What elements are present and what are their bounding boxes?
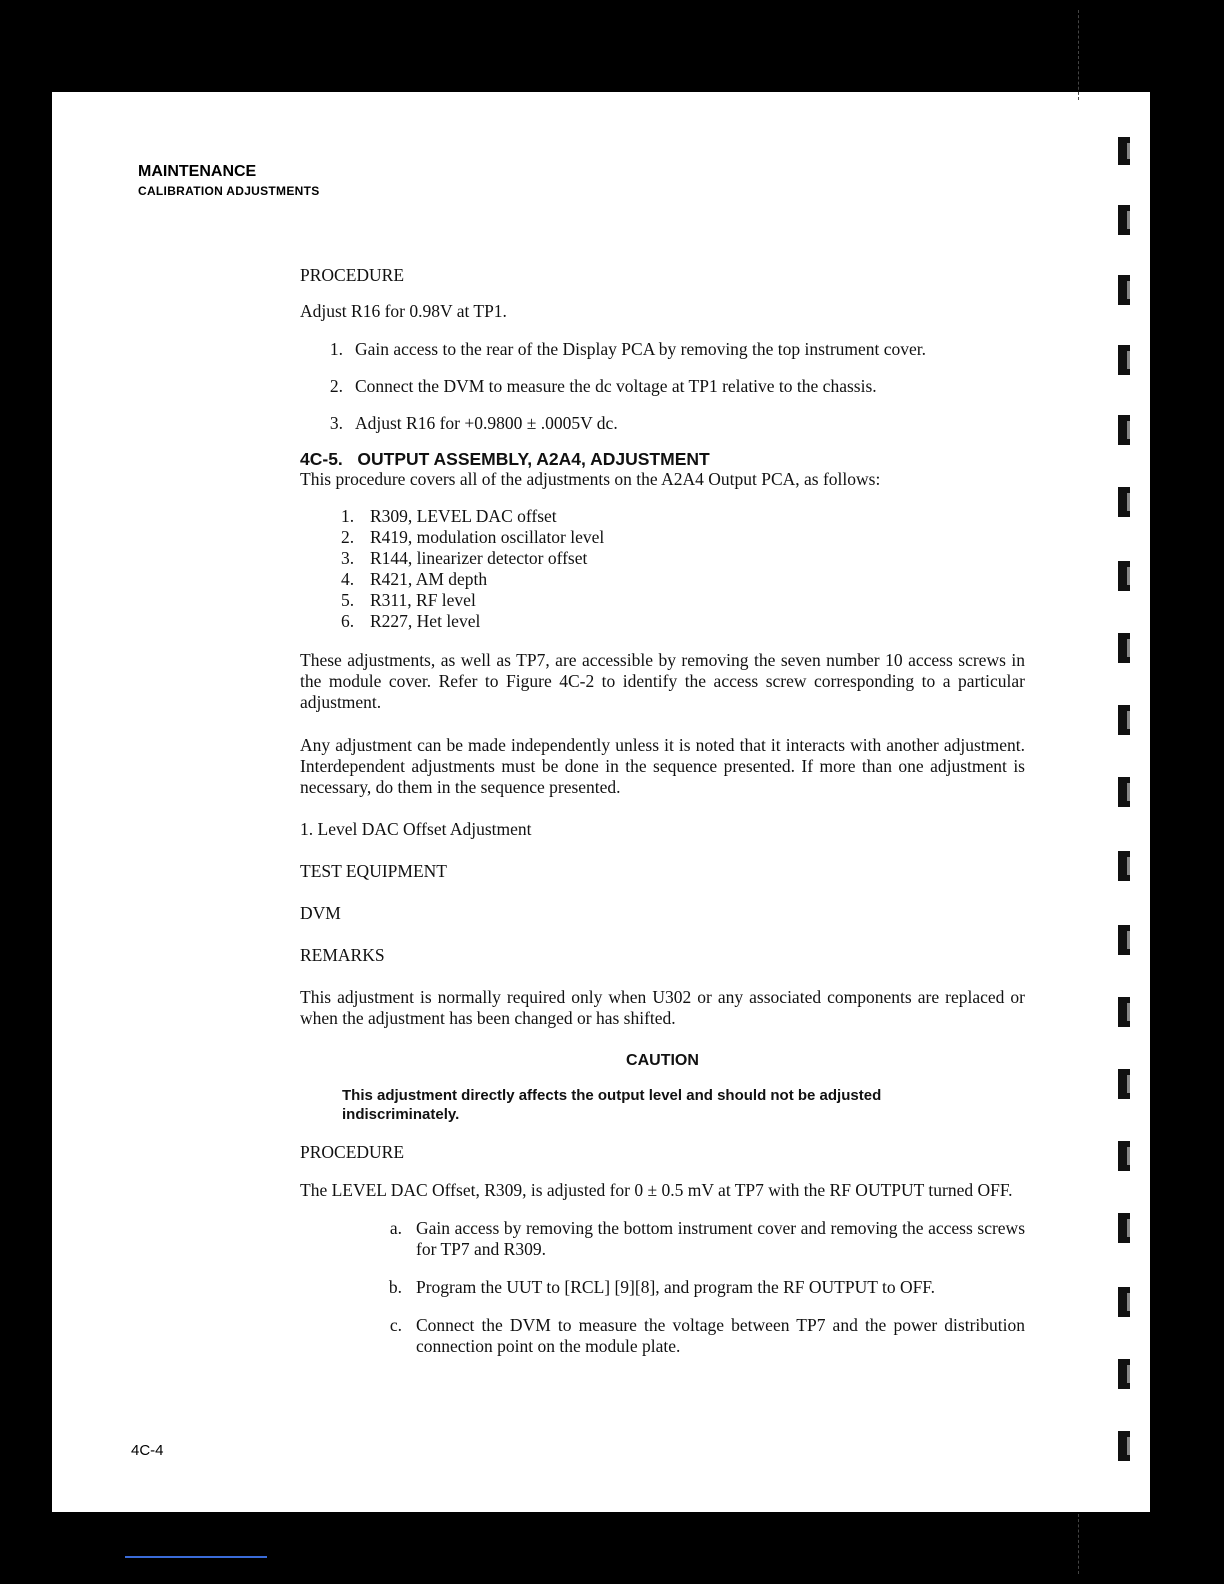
caution-text: This adjustment directly affects the output level and should not be adjusted indiscriminately. bbox=[342, 1087, 882, 1123]
index-tab bbox=[1118, 633, 1130, 663]
test-equipment: DVM bbox=[300, 903, 341, 923]
procedure-steps bbox=[362, 1218, 1025, 1357]
scan-artifact bbox=[1078, 1514, 1080, 1574]
adjustment-list bbox=[341, 506, 1025, 632]
adjust-intro: Adjust R16 for 0.98V at TP1. bbox=[300, 301, 507, 321]
procedure-intro: The LEVEL DAC Offset, R309, is adjusted for 0 ± 0.5 mV at TP7 with the RF OUTPUT turned OFF. bbox=[300, 1180, 1013, 1200]
independent-paragraph: Any adjustment can be made independently unless it is noted that it interacts with another adjustment. Interdependent adjustments must be done in the sequence presented. If more than one adjustment is necessary, do them in the sequence presented. bbox=[300, 735, 1025, 797]
running-header-title: MAINTENANCE bbox=[138, 163, 257, 180]
index-tab bbox=[1118, 705, 1130, 735]
index-tab bbox=[1118, 997, 1130, 1027]
list-item: 5. R311, RF level bbox=[341, 590, 476, 610]
index-tab bbox=[1118, 345, 1130, 375]
remarks-heading: REMARKS bbox=[300, 945, 385, 965]
section-heading: 4C-5. OUTPUT ASSEMBLY, A2A4, ADJUSTMENT bbox=[300, 449, 710, 469]
list-item: 1. Gain access to the rear of the Display PCA by removing the top instrument cover. bbox=[329, 339, 927, 359]
list-item: 1. R309, LEVEL DAC offset bbox=[341, 506, 557, 526]
list-item: 2. R419, modulation oscillator level bbox=[341, 527, 605, 547]
list-item: 3. R144, linearizer detector offset bbox=[341, 548, 588, 568]
scan-artifact bbox=[1078, 10, 1080, 100]
body-text bbox=[300, 265, 1025, 1357]
index-tab bbox=[1118, 487, 1130, 517]
procedure-heading-2: PROCEDURE bbox=[300, 1142, 405, 1162]
index-tab bbox=[1118, 415, 1130, 445]
index-tab bbox=[1118, 561, 1130, 591]
index-tab bbox=[1118, 1431, 1130, 1461]
scan-artifact-line bbox=[125, 1556, 267, 1558]
index-tab bbox=[1118, 851, 1130, 881]
list-item: b. Program the UUT to [RCL] [9][8], and program the RF OUTPUT to OFF. bbox=[388, 1277, 936, 1297]
top-steps bbox=[309, 339, 1025, 434]
test-equipment-heading: TEST EQUIPMENT bbox=[300, 861, 447, 881]
access-paragraph: These adjustments, as well as TP7, are accessible by removing the seven number 10 access screws in the module cover. Refer to Figure 4C-2 to identify the access screw corresponding to a particular adjustment. bbox=[300, 650, 1025, 712]
subsection-title: 1. Level DAC Offset Adjustment bbox=[300, 819, 532, 839]
index-tab bbox=[1118, 1359, 1130, 1389]
index-tab bbox=[1118, 1141, 1130, 1171]
list-item: 3. Adjust R16 for +0.9800 ± .0005V dc. bbox=[329, 413, 618, 433]
list-item: a. Gain access by removing the bottom instrument cover and removing the access screws for TP7 and R309. bbox=[389, 1218, 1025, 1259]
list-item: 4. R421, AM depth bbox=[341, 569, 488, 589]
index-tab bbox=[1118, 1069, 1130, 1099]
list-item: c. Connect the DVM to measure the voltage between TP7 and the power distribution connection point on the module plate. bbox=[389, 1315, 1025, 1356]
index-tab bbox=[1118, 275, 1130, 305]
list-item: 6. R227, Het level bbox=[341, 611, 481, 631]
section-intro: This procedure covers all of the adjustments on the A2A4 Output PCA, as follows: bbox=[300, 469, 881, 489]
index-tab bbox=[1118, 205, 1130, 235]
index-tab bbox=[1118, 137, 1130, 165]
index-tab bbox=[1118, 925, 1130, 955]
page-number: 4C-4 bbox=[131, 1442, 164, 1459]
index-tab bbox=[1118, 1213, 1130, 1243]
caution-title: CAUTION bbox=[626, 1052, 699, 1069]
list-item: 2. Connect the DVM to measure the dc voltage at TP1 relative to the chassis. bbox=[329, 376, 877, 396]
running-header-subtitle: CALIBRATION ADJUSTMENTS bbox=[138, 184, 320, 198]
remarks-text: This adjustment is normally required only when U302 or any associated components are replaced or when the adjustment has been changed or has shifted. bbox=[300, 987, 1025, 1028]
index-tab bbox=[1118, 1287, 1130, 1317]
procedure-heading: PROCEDURE bbox=[300, 265, 405, 285]
index-tab bbox=[1118, 777, 1130, 807]
